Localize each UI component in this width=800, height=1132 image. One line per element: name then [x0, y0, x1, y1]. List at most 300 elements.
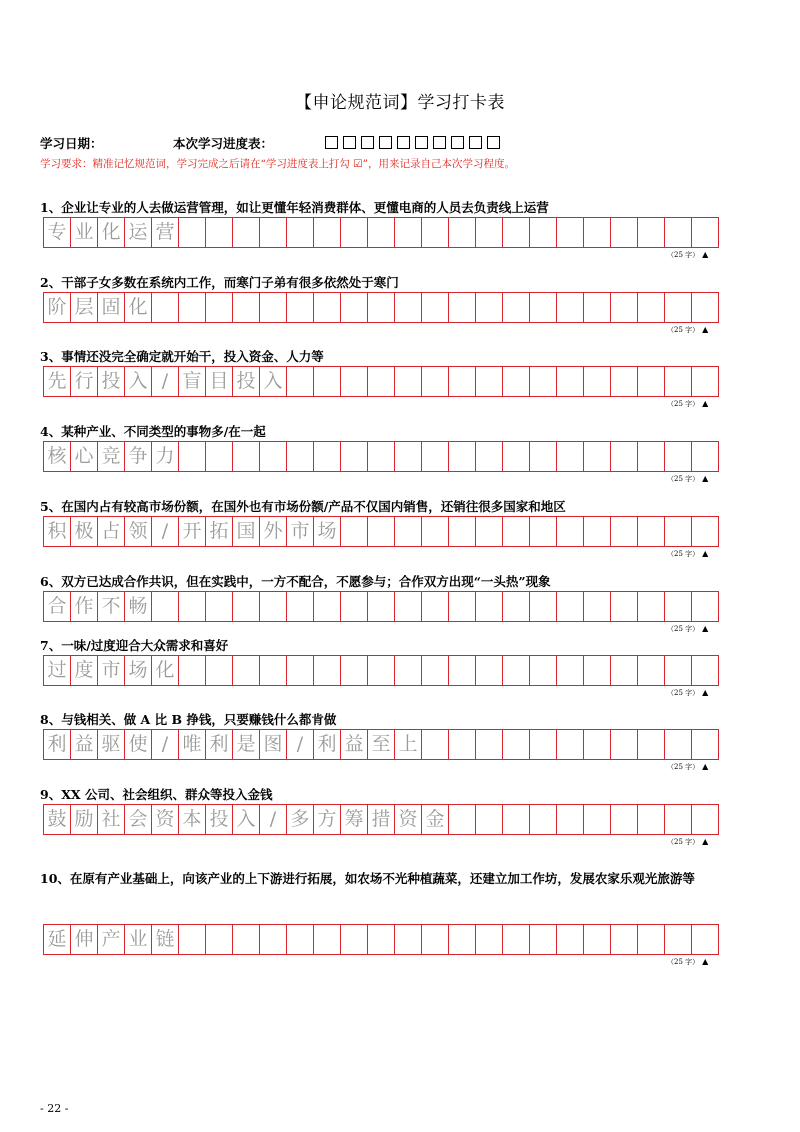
- grid-cell[interactable]: 利: [314, 729, 341, 760]
- grid-cell[interactable]: [530, 804, 557, 835]
- grid-cell[interactable]: 至: [368, 729, 395, 760]
- grid-cell[interactable]: [476, 441, 503, 472]
- grid-cell[interactable]: [584, 441, 611, 472]
- grid-cell[interactable]: [179, 924, 206, 955]
- grid-cell[interactable]: [206, 441, 233, 472]
- grid-cell[interactable]: /: [287, 729, 314, 760]
- grid-cell[interactable]: [395, 292, 422, 323]
- grid-cell[interactable]: [233, 924, 260, 955]
- grid-cell[interactable]: [692, 655, 719, 686]
- grid-cell[interactable]: [422, 516, 449, 547]
- grid-cell[interactable]: [476, 729, 503, 760]
- grid-cell[interactable]: [260, 441, 287, 472]
- grid-cell[interactable]: [584, 591, 611, 622]
- grid-cell[interactable]: [611, 729, 638, 760]
- grid-cell[interactable]: 措: [368, 804, 395, 835]
- grid-cell[interactable]: [503, 924, 530, 955]
- grid-cell[interactable]: 竞: [98, 441, 125, 472]
- answer-grid[interactable]: [43, 516, 719, 547]
- grid-cell[interactable]: [611, 804, 638, 835]
- grid-cell[interactable]: [395, 366, 422, 397]
- grid-cell[interactable]: [611, 516, 638, 547]
- grid-cell[interactable]: [206, 924, 233, 955]
- grid-cell[interactable]: 运: [125, 217, 152, 248]
- grid-cell[interactable]: 上: [395, 729, 422, 760]
- grid-cell[interactable]: [503, 729, 530, 760]
- grid-cell[interactable]: 拓: [206, 516, 233, 547]
- grid-cell[interactable]: 多: [287, 804, 314, 835]
- grid-cell[interactable]: [287, 441, 314, 472]
- grid-cell[interactable]: [638, 292, 665, 323]
- grid-cell[interactable]: [476, 366, 503, 397]
- grid-cell[interactable]: [530, 441, 557, 472]
- grid-cell[interactable]: [665, 292, 692, 323]
- grid-cell[interactable]: 场: [125, 655, 152, 686]
- grid-cell[interactable]: 本: [179, 804, 206, 835]
- grid-cell[interactable]: 鼓: [44, 804, 71, 835]
- grid-cell[interactable]: [476, 804, 503, 835]
- grid-cell[interactable]: 专: [44, 217, 71, 248]
- answer-grid[interactable]: [43, 366, 719, 397]
- grid-cell[interactable]: [584, 366, 611, 397]
- grid-cell[interactable]: [584, 804, 611, 835]
- grid-cell[interactable]: [368, 655, 395, 686]
- grid-cell[interactable]: [476, 292, 503, 323]
- exercise-question: 9、XX 公司、社会组织、群众等投入金钱: [40, 787, 273, 802]
- grid-cell[interactable]: 目: [206, 366, 233, 397]
- grid-cell[interactable]: 化: [98, 217, 125, 248]
- grid-cell[interactable]: 链: [152, 924, 179, 955]
- grid-cell[interactable]: [422, 591, 449, 622]
- grid-cell[interactable]: [557, 217, 584, 248]
- grid-cell[interactable]: [368, 441, 395, 472]
- grid-cell[interactable]: 合: [44, 591, 71, 622]
- grid-cell[interactable]: [449, 366, 476, 397]
- grid-cell[interactable]: [233, 292, 260, 323]
- grid-cell[interactable]: [287, 292, 314, 323]
- grid-cell[interactable]: [638, 591, 665, 622]
- grid-cell[interactable]: [692, 217, 719, 248]
- grid-cell[interactable]: [449, 516, 476, 547]
- grid-cell[interactable]: [638, 516, 665, 547]
- grid-cell[interactable]: [557, 516, 584, 547]
- grid-cell[interactable]: 业: [125, 924, 152, 955]
- answer-grid[interactable]: [43, 292, 719, 323]
- grid-cell[interactable]: 伸: [71, 924, 98, 955]
- grid-cell[interactable]: [260, 591, 287, 622]
- grid-cell[interactable]: [179, 591, 206, 622]
- grid-cell[interactable]: [665, 441, 692, 472]
- progress-checkbox[interactable]: [469, 136, 482, 149]
- grid-cell[interactable]: [584, 292, 611, 323]
- grid-cell[interactable]: [584, 516, 611, 547]
- grid-cell[interactable]: /: [152, 516, 179, 547]
- char-count-label: （25 字）: [667, 400, 700, 408]
- grid-cell[interactable]: [341, 292, 368, 323]
- grid-cell[interactable]: [341, 366, 368, 397]
- grid-cell[interactable]: [395, 217, 422, 248]
- grid-cell[interactable]: [476, 591, 503, 622]
- grid-cell[interactable]: [503, 591, 530, 622]
- grid-cell[interactable]: [449, 292, 476, 323]
- grid-cell[interactable]: 投: [233, 366, 260, 397]
- grid-cell[interactable]: [611, 591, 638, 622]
- grid-cell[interactable]: [692, 804, 719, 835]
- grid-cell[interactable]: [665, 655, 692, 686]
- char-count-label: （25 字）: [667, 689, 700, 697]
- grid-cell[interactable]: [314, 655, 341, 686]
- grid-cell[interactable]: [638, 655, 665, 686]
- grid-cell[interactable]: 过: [44, 655, 71, 686]
- char-count-note: [667, 250, 708, 260]
- grid-cell[interactable]: [422, 441, 449, 472]
- grid-cell[interactable]: [179, 655, 206, 686]
- grid-cell[interactable]: [287, 217, 314, 248]
- grid-cell[interactable]: 产: [98, 924, 125, 955]
- char-count-label: （25 字）: [667, 475, 700, 483]
- page-number: - 22 -: [40, 1102, 69, 1115]
- grid-cell[interactable]: [287, 655, 314, 686]
- char-count-label: （25 字）: [667, 625, 700, 633]
- grid-cell[interactable]: [314, 441, 341, 472]
- grid-cell[interactable]: [611, 292, 638, 323]
- grid-cell[interactable]: 不: [98, 591, 125, 622]
- grid-cell[interactable]: 励: [71, 804, 98, 835]
- grid-cell[interactable]: [665, 516, 692, 547]
- exercise-question: 7、一味/过度迎合大众需求和喜好: [40, 638, 229, 653]
- grid-cell[interactable]: [395, 924, 422, 955]
- grid-cell[interactable]: 化: [152, 655, 179, 686]
- progress-checkbox[interactable]: [433, 136, 446, 149]
- grid-cell[interactable]: [260, 217, 287, 248]
- grid-cell[interactable]: [422, 729, 449, 760]
- grid-cell[interactable]: [692, 516, 719, 547]
- grid-cell[interactable]: [557, 366, 584, 397]
- grid-cell[interactable]: [557, 655, 584, 686]
- grid-cell[interactable]: [287, 924, 314, 955]
- grid-cell[interactable]: [638, 441, 665, 472]
- grid-cell[interactable]: 利: [44, 729, 71, 760]
- char-count-label: （25 字）: [667, 958, 700, 966]
- grid-cell[interactable]: [260, 292, 287, 323]
- grid-cell[interactable]: [179, 292, 206, 323]
- progress-label: 本次学习进度表：: [173, 136, 274, 151]
- progress-checkbox[interactable]: [343, 136, 356, 149]
- progress-checkbox[interactable]: [325, 136, 338, 149]
- grid-cell[interactable]: 争: [125, 441, 152, 472]
- grid-cell[interactable]: 核: [44, 441, 71, 472]
- grid-cell[interactable]: 开: [179, 516, 206, 547]
- grid-cell[interactable]: [206, 292, 233, 323]
- grid-cell[interactable]: [449, 441, 476, 472]
- char-count-label: （25 字）: [667, 550, 700, 558]
- answer-grid[interactable]: [43, 924, 719, 955]
- grid-cell[interactable]: 驱: [98, 729, 125, 760]
- grid-cell[interactable]: [341, 924, 368, 955]
- progress-checkbox[interactable]: [397, 136, 410, 149]
- grid-cell[interactable]: [584, 924, 611, 955]
- grid-cell[interactable]: [530, 591, 557, 622]
- progress-checkbox[interactable]: [379, 136, 392, 149]
- grid-cell[interactable]: [314, 924, 341, 955]
- grid-cell[interactable]: [530, 729, 557, 760]
- grid-cell[interactable]: [233, 441, 260, 472]
- grid-cell[interactable]: [422, 366, 449, 397]
- grid-cell[interactable]: [638, 729, 665, 760]
- grid-cell[interactable]: 使: [125, 729, 152, 760]
- grid-cell[interactable]: [449, 729, 476, 760]
- grid-cell[interactable]: [395, 591, 422, 622]
- grid-cell[interactable]: 极: [71, 516, 98, 547]
- grid-cell[interactable]: 心: [71, 441, 98, 472]
- grid-cell[interactable]: [638, 924, 665, 955]
- grid-cell[interactable]: 金: [422, 804, 449, 835]
- grid-cell[interactable]: [260, 924, 287, 955]
- grid-cell[interactable]: [611, 441, 638, 472]
- grid-cell[interactable]: [503, 441, 530, 472]
- grid-cell[interactable]: 度: [71, 655, 98, 686]
- answer-grid[interactable]: [43, 655, 719, 686]
- triangle-up-icon: ▲: [702, 399, 709, 408]
- grid-cell[interactable]: 作: [71, 591, 98, 622]
- grid-cell[interactable]: [557, 729, 584, 760]
- grid-cell[interactable]: [449, 655, 476, 686]
- exercise-question: 5、在国内占有较高市场份额，在国外也有市场份额/产品不仅国内销售，还销往很多国家和地区: [40, 499, 566, 514]
- grid-cell[interactable]: [584, 729, 611, 760]
- exercise-question: 1、企业让专业的人去做运营管理，如让更懂年轻消费群体、更懂电商的人员去负责线上运营: [40, 200, 549, 215]
- grid-cell[interactable]: [692, 729, 719, 760]
- grid-cell[interactable]: 积: [44, 516, 71, 547]
- grid-cell[interactable]: 营: [152, 217, 179, 248]
- grid-cell[interactable]: [206, 655, 233, 686]
- grid-cell[interactable]: [503, 366, 530, 397]
- grid-cell[interactable]: [395, 516, 422, 547]
- grid-cell[interactable]: [557, 441, 584, 472]
- grid-cell[interactable]: [530, 516, 557, 547]
- grid-cell[interactable]: [341, 441, 368, 472]
- grid-cell[interactable]: [584, 217, 611, 248]
- grid-cell[interactable]: [665, 729, 692, 760]
- grid-cell[interactable]: [611, 217, 638, 248]
- grid-cell[interactable]: [692, 292, 719, 323]
- grid-cell[interactable]: 利: [206, 729, 233, 760]
- grid-cell[interactable]: [584, 655, 611, 686]
- grid-cell[interactable]: [260, 655, 287, 686]
- grid-cell[interactable]: [395, 655, 422, 686]
- grid-cell[interactable]: [530, 924, 557, 955]
- grid-cell[interactable]: 益: [341, 729, 368, 760]
- progress-checkbox[interactable]: [361, 136, 374, 149]
- grid-cell[interactable]: 资: [152, 804, 179, 835]
- exercise-item: [40, 787, 709, 846]
- char-count-note: [667, 474, 708, 484]
- grid-cell[interactable]: [665, 217, 692, 248]
- grid-cell[interactable]: [341, 217, 368, 248]
- grid-cell[interactable]: [557, 591, 584, 622]
- grid-cell[interactable]: [611, 924, 638, 955]
- grid-cell[interactable]: [692, 924, 719, 955]
- grid-cell[interactable]: [503, 655, 530, 686]
- grid-cell[interactable]: [233, 217, 260, 248]
- grid-cell[interactable]: [611, 655, 638, 686]
- triangle-up-icon: ▲: [702, 762, 709, 771]
- grid-cell[interactable]: [557, 292, 584, 323]
- grid-cell[interactable]: [287, 591, 314, 622]
- grid-cell[interactable]: [557, 804, 584, 835]
- grid-cell[interactable]: [692, 591, 719, 622]
- grid-cell[interactable]: /: [152, 366, 179, 397]
- grid-cell[interactable]: [665, 591, 692, 622]
- grid-cell[interactable]: [476, 217, 503, 248]
- grid-cell[interactable]: 层: [71, 292, 98, 323]
- grid-cell[interactable]: /: [152, 729, 179, 760]
- grid-cell[interactable]: [665, 804, 692, 835]
- grid-cell[interactable]: [665, 366, 692, 397]
- grid-cell[interactable]: [422, 217, 449, 248]
- progress-checkbox[interactable]: [415, 136, 428, 149]
- grid-cell[interactable]: [287, 366, 314, 397]
- grid-cell[interactable]: 场: [314, 516, 341, 547]
- answer-grid[interactable]: [43, 729, 719, 760]
- grid-cell[interactable]: [638, 366, 665, 397]
- grid-cell[interactable]: [422, 655, 449, 686]
- grid-cell[interactable]: 盲: [179, 366, 206, 397]
- grid-cell[interactable]: 市: [287, 516, 314, 547]
- progress-checkbox[interactable]: [487, 136, 500, 149]
- grid-cell[interactable]: [503, 804, 530, 835]
- grid-cell[interactable]: [503, 516, 530, 547]
- exercise-question: 8、与钱相关、做 A 比 B 挣钱，只要赚钱什么都肯做: [40, 712, 337, 727]
- grid-cell[interactable]: 入: [233, 804, 260, 835]
- exercise-item: [40, 424, 709, 483]
- grid-cell[interactable]: [233, 655, 260, 686]
- grid-cell[interactable]: 行: [71, 366, 98, 397]
- grid-cell[interactable]: [692, 366, 719, 397]
- grid-cell[interactable]: 会: [125, 804, 152, 835]
- char-count-note: [667, 325, 708, 335]
- grid-cell[interactable]: 图: [260, 729, 287, 760]
- grid-cell[interactable]: 延: [44, 924, 71, 955]
- grid-cell[interactable]: [476, 516, 503, 547]
- grid-cell[interactable]: 化: [125, 292, 152, 323]
- grid-cell[interactable]: 阶: [44, 292, 71, 323]
- grid-cell[interactable]: [476, 924, 503, 955]
- grid-cell[interactable]: [368, 366, 395, 397]
- grid-cell[interactable]: [422, 924, 449, 955]
- grid-cell[interactable]: 资: [395, 804, 422, 835]
- exercise-item: [40, 200, 709, 259]
- grid-cell[interactable]: 市: [98, 655, 125, 686]
- grid-cell[interactable]: [395, 441, 422, 472]
- grid-cell[interactable]: 唯: [179, 729, 206, 760]
- grid-cell[interactable]: 社: [98, 804, 125, 835]
- grid-cell[interactable]: 入: [125, 366, 152, 397]
- grid-cell[interactable]: 入: [260, 366, 287, 397]
- grid-cell[interactable]: [206, 217, 233, 248]
- grid-cell[interactable]: [692, 441, 719, 472]
- char-count-label: （25 字）: [667, 838, 700, 846]
- grid-cell[interactable]: [341, 516, 368, 547]
- grid-cell[interactable]: 益: [71, 729, 98, 760]
- grid-cell[interactable]: [449, 217, 476, 248]
- grid-cell[interactable]: [233, 591, 260, 622]
- study-date-label: 学习日期：: [40, 136, 103, 151]
- grid-cell[interactable]: 外: [260, 516, 287, 547]
- exercise-item: [40, 275, 709, 334]
- answer-grid[interactable]: [43, 804, 719, 835]
- grid-cell[interactable]: 占: [98, 516, 125, 547]
- grid-cell[interactable]: [638, 804, 665, 835]
- grid-cell[interactable]: [206, 591, 233, 622]
- grid-cell[interactable]: 投: [206, 804, 233, 835]
- grid-cell[interactable]: [638, 217, 665, 248]
- grid-cell[interactable]: [341, 655, 368, 686]
- grid-cell[interactable]: 领: [125, 516, 152, 547]
- char-count-note: [667, 837, 708, 847]
- grid-cell[interactable]: /: [260, 804, 287, 835]
- grid-cell[interactable]: 是: [233, 729, 260, 760]
- grid-cell[interactable]: [368, 292, 395, 323]
- grid-cell[interactable]: [368, 217, 395, 248]
- grid-cell[interactable]: [368, 591, 395, 622]
- grid-cell[interactable]: [530, 366, 557, 397]
- grid-cell[interactable]: [368, 924, 395, 955]
- grid-cell[interactable]: [530, 655, 557, 686]
- grid-cell[interactable]: [314, 366, 341, 397]
- grid-cell[interactable]: 先: [44, 366, 71, 397]
- grid-cell[interactable]: [341, 591, 368, 622]
- grid-cell[interactable]: [557, 924, 584, 955]
- grid-cell[interactable]: [179, 217, 206, 248]
- grid-cell[interactable]: [449, 591, 476, 622]
- exercise-question: 3、事情还没完全确定就开始干，投入资金、人力等: [40, 349, 324, 364]
- grid-cell[interactable]: [503, 217, 530, 248]
- grid-cell[interactable]: [314, 217, 341, 248]
- grid-cell[interactable]: 筹: [341, 804, 368, 835]
- grid-cell[interactable]: [503, 292, 530, 323]
- grid-cell[interactable]: [611, 366, 638, 397]
- grid-cell[interactable]: [422, 292, 449, 323]
- grid-cell[interactable]: [449, 804, 476, 835]
- grid-cell[interactable]: 固: [98, 292, 125, 323]
- answer-grid[interactable]: [43, 441, 719, 472]
- answer-grid[interactable]: [43, 591, 719, 622]
- grid-cell[interactable]: 国: [233, 516, 260, 547]
- grid-cell[interactable]: [665, 924, 692, 955]
- exercise-item: [40, 638, 709, 697]
- grid-cell[interactable]: [476, 655, 503, 686]
- grid-cell[interactable]: [449, 924, 476, 955]
- triangle-up-icon: ▲: [702, 549, 709, 558]
- answer-grid[interactable]: [43, 217, 719, 248]
- grid-cell[interactable]: [530, 292, 557, 323]
- grid-cell[interactable]: [152, 591, 179, 622]
- grid-cell[interactable]: [314, 292, 341, 323]
- grid-cell[interactable]: 力: [152, 441, 179, 472]
- grid-cell[interactable]: 投: [98, 366, 125, 397]
- exercise-question: 2、干部子女多数在系统内工作，而寒门子弟有很多依然处于寒门: [40, 275, 399, 290]
- grid-cell[interactable]: 畅: [125, 591, 152, 622]
- char-count-note: [667, 549, 708, 559]
- grid-cell[interactable]: 业: [71, 217, 98, 248]
- progress-checkbox[interactable]: [451, 136, 464, 149]
- grid-cell[interactable]: [179, 441, 206, 472]
- grid-cell[interactable]: [152, 292, 179, 323]
- grid-cell[interactable]: [530, 217, 557, 248]
- grid-cell[interactable]: 方: [314, 804, 341, 835]
- grid-cell[interactable]: [314, 591, 341, 622]
- grid-cell[interactable]: [368, 516, 395, 547]
